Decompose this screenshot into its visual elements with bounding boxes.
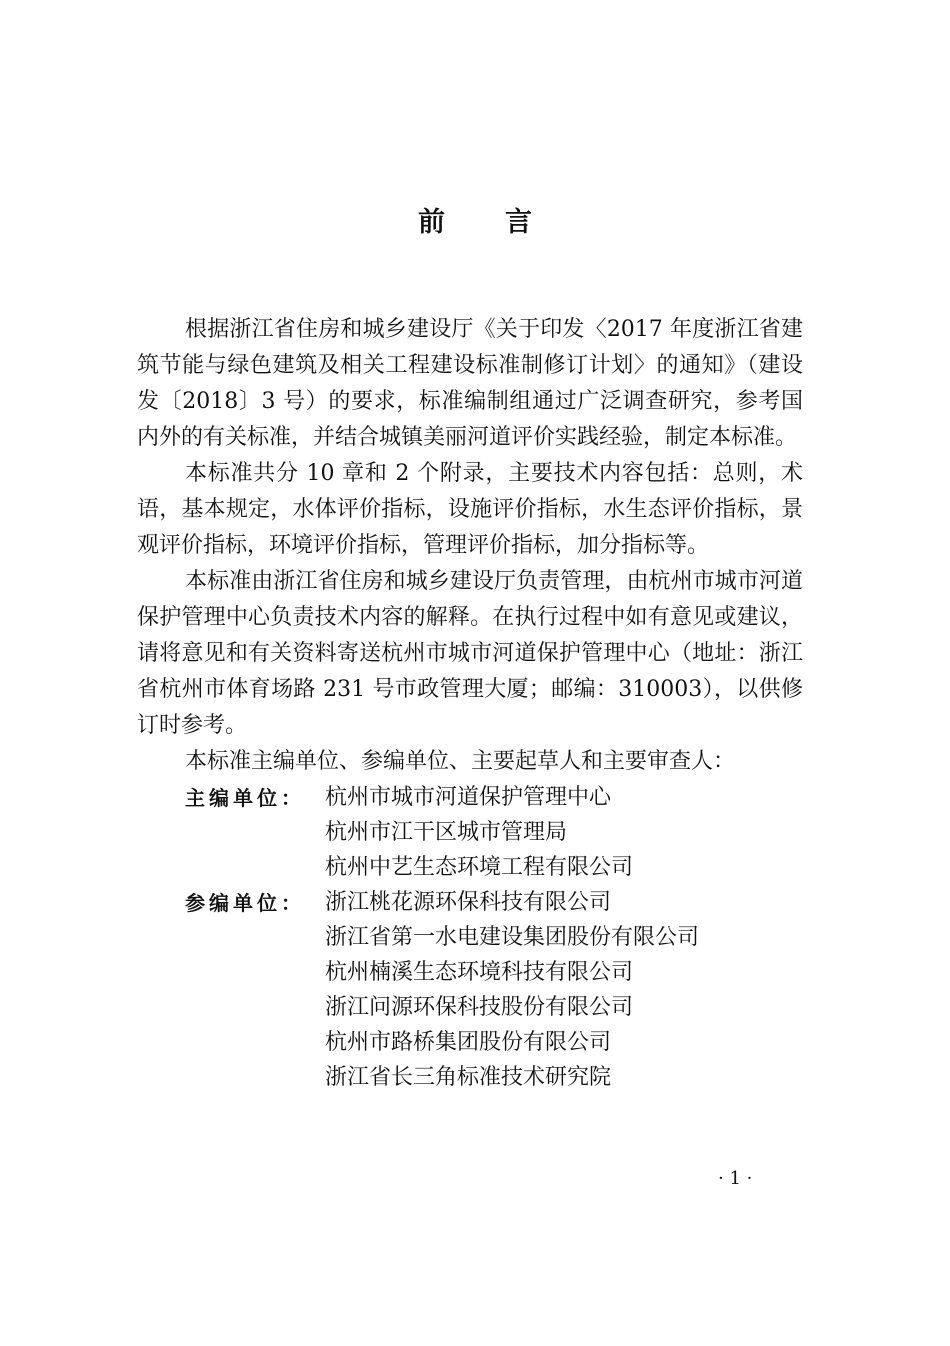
paragraph-basis: 根据浙江省住房和城乡建设厅《关于印发〈2017 年度浙江省建筑节能与绿色建筑及相关工程建设标准制修订计划〉的通知》（建设发〔2018〕3 号）的要求，标准编制组通过广泛调查研究，参考国内外的有关标准，并结合城镇美丽河道评价实践经验，制定本标准。 (137, 317, 803, 450)
paragraph-units-intro: 本标准主编单位、参编单位、主要起草人和主要审查人： (185, 749, 736, 774)
units-section (137, 780, 803, 1095)
title-char-1: 前 (418, 207, 445, 238)
participating-units-label: 参编单位： (185, 891, 305, 915)
preface-body (137, 312, 803, 1095)
list-item: 杭州市城市河道保护管理中心 (325, 785, 612, 810)
list-item: 浙江省长三角标准技术研究院 (325, 1065, 612, 1090)
paragraph-content: 本标准共分 10 章和 2 个附录，主要技术内容包括：总则，术语，基本规定，水体评价指标，设施评价指标，水生态评价指标，景观评价指标，环境评价指标，管理评价指标，加分指标等。 (137, 461, 803, 558)
page-number: · 1 · (718, 1168, 753, 1189)
chief-units-group (185, 780, 803, 885)
chief-units-label: 主编单位： (185, 786, 305, 810)
list-item: 杭州市江干区城市管理局 (325, 820, 568, 845)
list-item: 浙江省第一水电建设集团股份有限公司 (325, 925, 700, 950)
participating-units-list (325, 885, 803, 1095)
chief-units-list (325, 780, 803, 885)
participating-units-group (185, 885, 803, 1095)
list-item: 浙江问源环保科技股份有限公司 (325, 995, 634, 1020)
title-char-2: 言 (505, 207, 532, 238)
list-item: 浙江桃花源环保科技有限公司 (325, 890, 612, 915)
list-item: 杭州市路桥集团股份有限公司 (325, 1030, 612, 1055)
list-item: 杭州中艺生态环境工程有限公司 (325, 855, 634, 880)
page-title (0, 200, 950, 239)
paragraph-management: 本标准由浙江省住房和城乡建设厅负责管理，由杭州市城市河道保护管理中心负责技术内容的解释。在执行过程中如有意见或建议，请将意见和有关资料寄送杭州市城市河道保护管理中心（地址：浙江省杭州市体育场路 231 号市政管理大厦；邮编：310003），以供修订时参考。 (137, 569, 803, 738)
list-item: 杭州楠溪生态环境科技有限公司 (325, 960, 634, 985)
